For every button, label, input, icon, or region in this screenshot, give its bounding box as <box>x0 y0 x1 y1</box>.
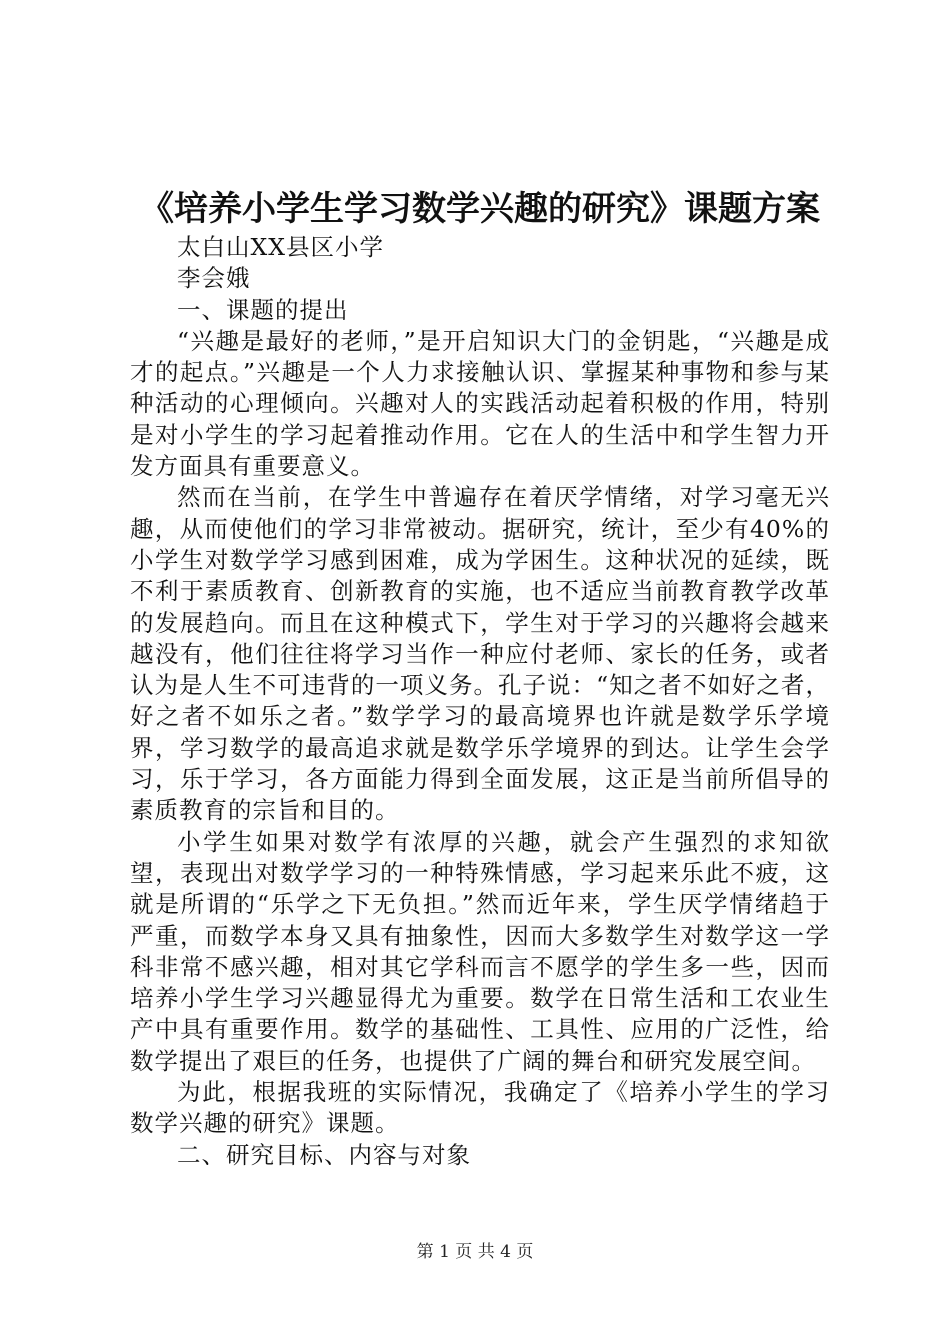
author-name: 李会娥 <box>177 264 251 293</box>
page-footer: 第 1 页 共 4 页 <box>416 1242 534 1262</box>
section-heading: 一、课题的提出 <box>177 295 349 324</box>
body-paragraph: 然而在当前，在学生中普遍存在着厌学情绪，对学习毫无兴趣，从而使他们的学习非常被动。据研究，统计，至少有40%的小学生对数学学习感到困难，成为学困生。这种状况的延续，既不利于素质教育、创新教育的实施，也不适应当前教育教学改革的发展趋向。而且在这种模式下，学生对于学习的兴趣将会越来越没有，他们往往将学习当作一种应付老师、家长的任务，或者认为是人生不可违背的一项义务。孔子说：“知之者不如好之者，好之者不如乐之者。”数学学习的最高境界也许就是数学乐学境界，学习数学的最高追求就是数学乐学境界的到达。让学生会学习，乐于学习，各方面能力得到全面发展，这正是当前所倡导的素质教育的宗旨和目的。 <box>130 483 830 825</box>
document-body <box>130 208 830 1171</box>
school-name: 太白山XX县区小学 <box>177 233 384 261</box>
document-title: 《培养小学生学习数学兴趣的研究》课题方案 <box>140 189 820 229</box>
body-paragraph: “兴趣是最好的老师，”是开启知识大门的金钥匙，“兴趣是成才的起点。”兴趣是一个人力求接触认识、掌握某种事物和参与某种活动的心理倾向。兴趣对人的实践活动起着积极的作用，特别是对小学生的学习起着推动作用。它在人的生活中和学生智力开发方面具有重要意义。 <box>130 326 830 481</box>
section-heading: 二、研究目标、内容与对象 <box>177 1140 471 1169</box>
body-paragraph: 为此，根据我班的实际情况，我确定了《培养小学生的学习数学兴趣的研究》课题。 <box>130 1078 830 1138</box>
body-paragraph: 小学生如果对数学有浓厚的兴趣，就会产生强烈的求知欲望，表现出对数学学习的一种特殊情感，学习起来乐此不疲，这就是所谓的“乐学之下无负担。”然而近年来，学生厌学情绪趋于严重，而数学本身又具有抽象性，因而大多数学生对数学这一学科非常不感兴趣，相对其它学科而言不愿学的学生多一些，因而培养小学生学习兴趣显得尤为重要。数学在日常生活和工农业生产中具有重要作用。数学的基础性、工具性、应用的广泛性，给数学提出了艰巨的任务，也提供了广阔的舞台和研究发展空间。 <box>130 827 830 1075</box>
